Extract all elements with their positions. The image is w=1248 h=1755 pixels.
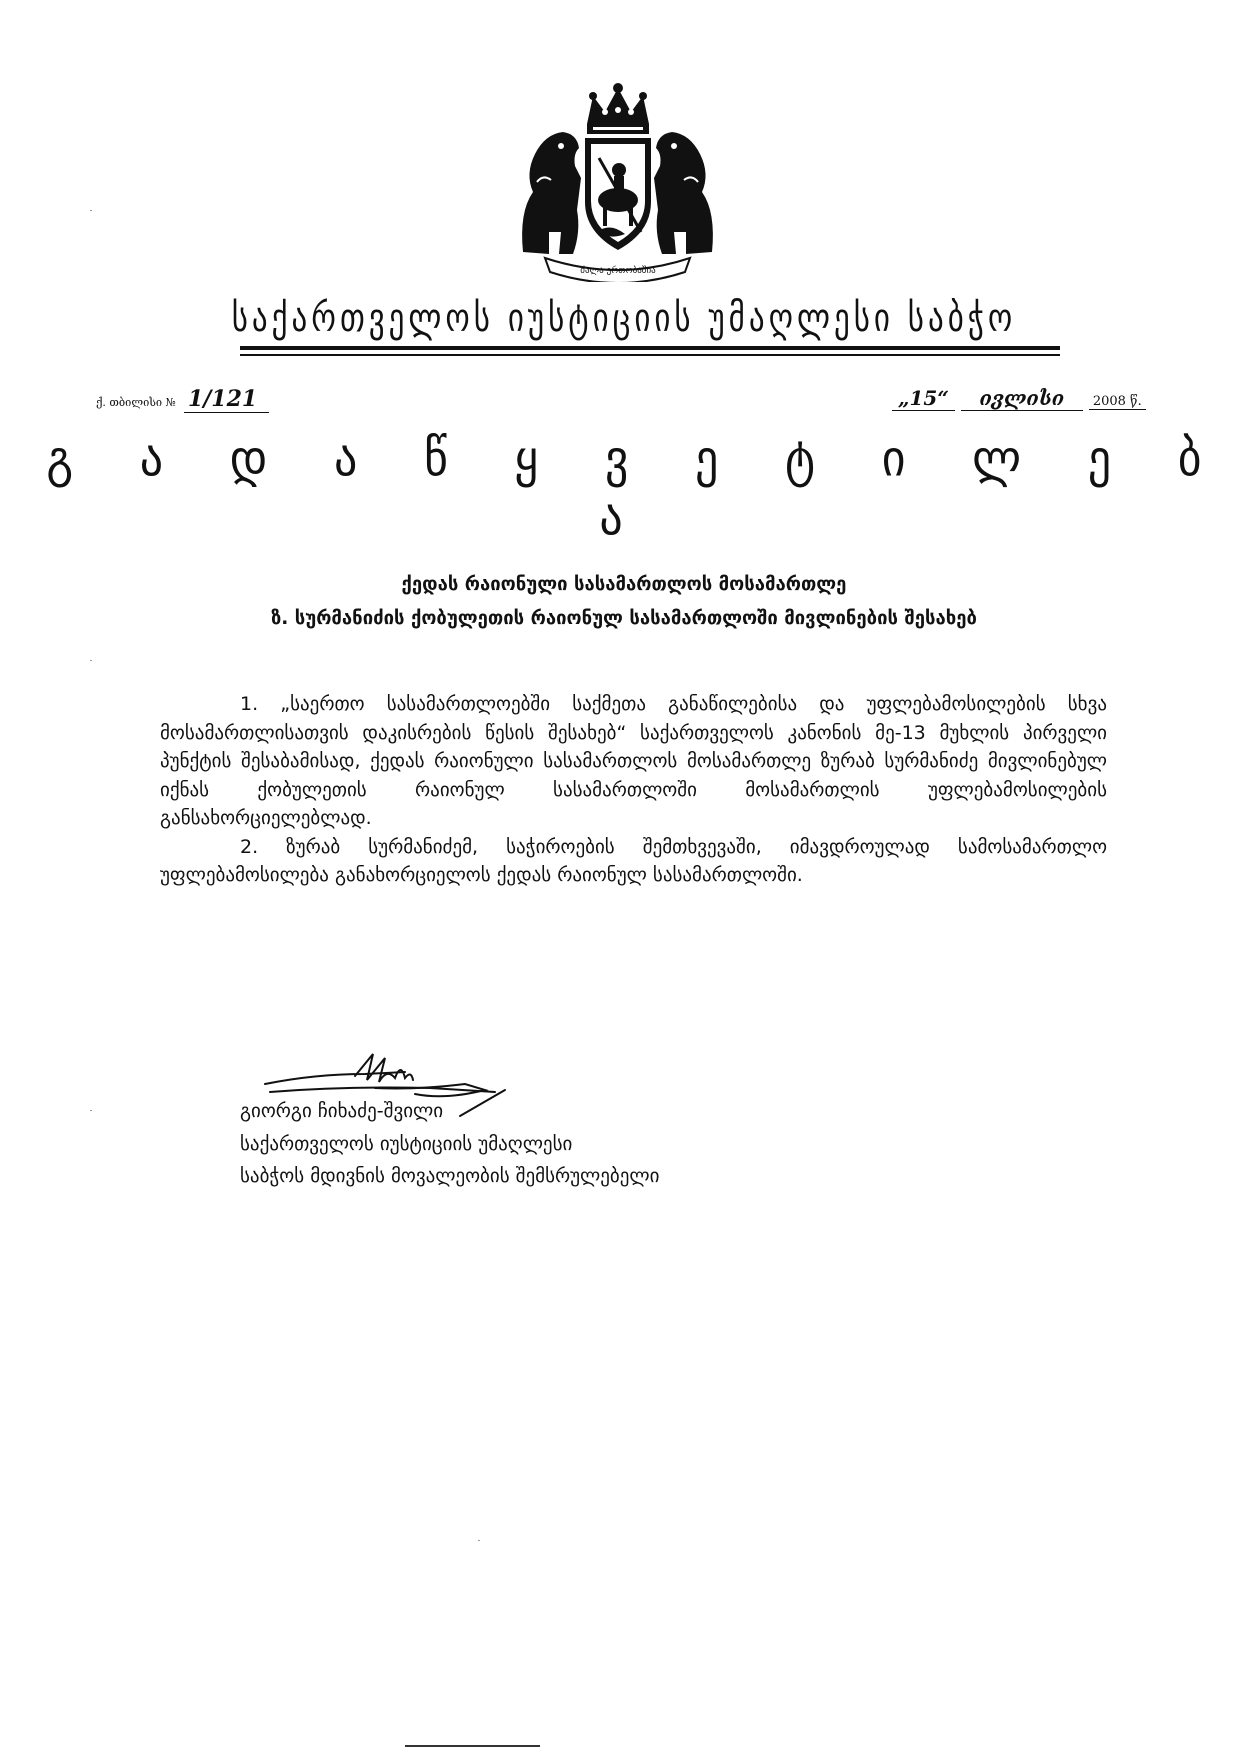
signer-title-line-1: საქართველოს იუსტიციის უმაღლესი [240, 1133, 573, 1155]
footer-rule [405, 1745, 540, 1747]
header-rule-thick [240, 346, 1060, 350]
subject-line-1: ქედას რაიონული სასამართლოს მოსამართლე [401, 574, 847, 595]
date-day: „15“ [892, 386, 955, 411]
subject-line-2: ზ. სურმანიძის ქობულეთის რაიონულ სასამართლოში მივლინების შესახებ [271, 608, 977, 629]
signer-title [240, 1128, 659, 1192]
scan-speck [90, 210, 92, 211]
document-number-line [96, 386, 269, 413]
document-date-line [892, 386, 1146, 411]
number-label: ქ. თბილისი № [96, 396, 176, 409]
scan-speck [90, 1110, 92, 1111]
coat-of-arms-emblem [515, 82, 720, 282]
document-type-title: გ ა დ ა წ ყ ვ ე ტ ი ლ ე ბ ა [46, 428, 1228, 547]
body-paragraph-2: 2. ზურაბ სურმანიძემ, საჭიროების შემთხვევაში, იმავდროულად სამოსამართლო უფლებამოსილება განახორციელოს ქედას რაიონულ სასამართლოში. [160, 835, 1107, 886]
scan-speck [90, 660, 92, 661]
date-year: 2008 წ. [1089, 394, 1146, 410]
document-number: 1/121 [184, 386, 269, 413]
signer-name: გიორგი ჩიხაძე-შვილი [240, 1100, 444, 1122]
date-month: ივლისი [961, 386, 1083, 411]
scan-speck [478, 1540, 480, 1541]
signer-title-line-2: საბჭოს მდივნის მოვალეობის შემსრულებელი [240, 1165, 660, 1187]
council-name-heading: საქართველოს იუსტიციის უმაღლესი საბჭო [231, 296, 1017, 341]
header-rule-thin [240, 354, 1060, 356]
svg-text:ძალა ერთობაშია: ძალა ერთობაშია [580, 266, 656, 276]
document-body [160, 690, 1107, 890]
body-paragraph-1: 1. „საერთო სასამართლოებში საქმეთა განაწილებისა და უფლებამოსილების სხვა მოსამართლისათვის დაკისრების წესის შესახებ“ საქართველოს კანონის მე-13 მუხლის პირველი პუნქტის შესაბამისად, ქედას რაიონული სასამართლოს მოსამართლე ზურაბ სურმანიძე მივლინებულ იქნას ქობულეთის რაიონულ სასამართლოში მოსამართლის უფლებამოსილების განსახორციელებლად. [160, 693, 1107, 829]
document-subject [0, 568, 1248, 636]
